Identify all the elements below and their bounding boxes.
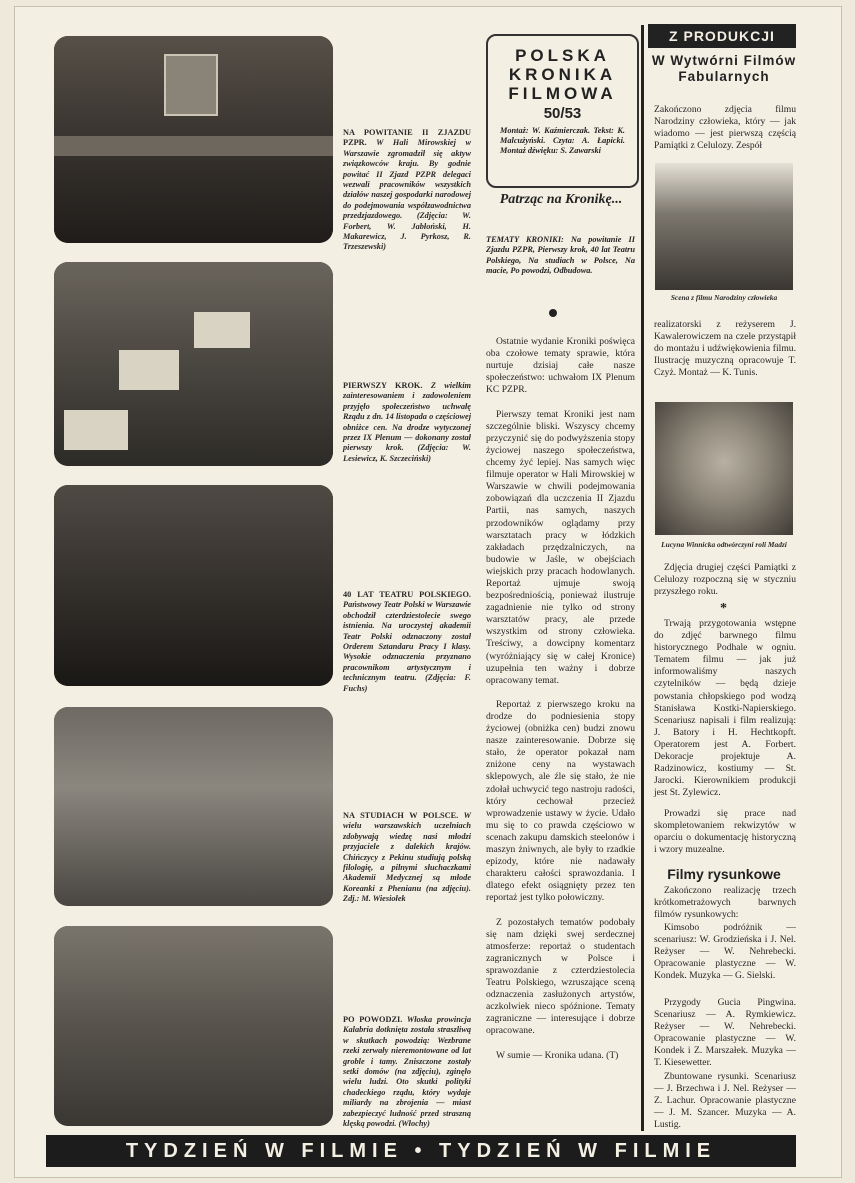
bullet-dot-icon bbox=[549, 309, 557, 317]
footer-banner: TYDZIEŃ W FILMIE • TYDZIEŃ W FILMIE bbox=[46, 1135, 796, 1167]
caption-theatre: 40 LAT TEATRU POLSKIEGO. Państwowy Teatr Polski w Warszawie obchodził czterdziestolecie swego istnienia. Na uroczystej akademii Teatr Polski odznaczony został Orderem Sztandaru Pracy I klasy. Wysokie odznaczenia przyznano pracownikom artystycznym i technicznym teatru. (Zdjęcia: F. Fuchs) bbox=[343, 590, 471, 693]
photo-flood-ruins bbox=[54, 926, 333, 1126]
right-p3: Zdjęcia drugiej części Pamiątki z Celulozy rozpoczną się w styczniu przyszłego roku. bbox=[654, 562, 796, 598]
kronika-title-box bbox=[486, 34, 639, 188]
article-p2: Pierwszy temat Kroniki jest nam szczególnie bliski. Wszyscy chcemy przyczynić się do podwyższenia stopy życiowej naszego społeczeństwa, chcemy żyć lepiej. Nas samych więc filmuje operator w Hali Mirowskiej w Warszawie w chwili podejmowania zobowiązań dla uczczenia II Zjazdu Partii, nas samych, naszych przodowników oglądamy przy warsztatach pracy w łódzkich zakładach przędzalniczych, na budowie w Jaśle, w obejściach wiejskich przy pracach hodowlanych. Reportaż ujmuje swoją bezpośredniością, ponieważ ilustruje zagadnienie nie tylko od strony warsztatów pracy, ale przede wszystkim od strony człowieka. Treściwy, a dowcipny komentarz (wyróżniający się w całej Kronice) uzupełnia ten ważny i dobrze opracowany temat. bbox=[486, 408, 635, 686]
section-heading: Patrząc na Kronikę... bbox=[499, 192, 623, 207]
right-p7: Kimsobo podróżnik — scenariusz: W. Grodzieńska i J. Nel. Reżyser — W. Nehrebecki. Opracowanie plastyczne — W. Kondek. Muzyka — G. Sielski. bbox=[654, 922, 796, 982]
right-p8: Przygody Gucia Pingwina. Scenariusz — A. Rymkiewicz. Reżyser — W. Nehrebecki. Opracowanie plastyczne — W. Kondek i Z. Marszałek. Muzyka — T. Kiesewetter. bbox=[654, 997, 796, 1069]
photo-students bbox=[54, 707, 333, 906]
right-p5: Prowadzi się prace nad skompletowaniem rekwizytów w oparciu o dokumentację historyczną i wzory muzealne. bbox=[654, 808, 796, 856]
article-p4: Z pozostałych tematów podobały się nam dzięki swej serdecznej atmosferze: reportaż o studentach zagranicznych w Polsce i sprawozdanie z czterdziestolecia Teatru Polskiego, wzruszające sceną odznaczenia zasłużonych artystów, aczkolwiek nieco spóźnione. Tematy zagraniczne — interesujące i dobrze opracowane. bbox=[486, 916, 635, 1037]
article-p5: W sumie — Kronika udana. (T) bbox=[496, 1049, 619, 1061]
right-p6: Zakończono realizację trzech krótkometrażowych barwnych filmów rysunkowych: bbox=[654, 885, 796, 921]
photo-film-scene bbox=[655, 163, 793, 290]
column-divider bbox=[641, 25, 644, 1131]
right-p2: realizatorski z reżyserem J. Kawalerowiczem na czele przystąpił do montażu i udźwiękowienia filmu. Ilustrację muzyczną opracowuje T. Czyż. Montaż — K. Tunis. bbox=[654, 319, 796, 379]
kronika-title: POLSKA KRONIKA FILMOWA bbox=[508, 46, 617, 103]
caption-congress: NA POWITANIE II ZJAZDU PZPR. W Hali Mirowskiej w Warszawie zgromadził się aktyw związkowców kraju. By godnie powitać II Zjazd PZPR delegaci wezwali pracowników wszystkich działów naszej gospodarki narodowej do podejmowania współzawodnictwa przedzjazdowego. (Zdjęcia: W. Forbert, W. Jabłoński, H. Makarewicz, J. Pyrkosz, R. Trzeszewski) bbox=[343, 128, 471, 252]
caption-flood: PO POWODZI. Włoska prowincja Kalabria dotknięta została straszliwą w skutkach powodzią: Wezbrane rzeki zerwały nieremontowane od lat groble i tamy. Zniszczone zostały setki domów (na zdjęciu), zginęło wielu ludzi. Oto skutki polityki chadeckiego rządu, który wydaje miliardy na zbrojenia — miast zabezpieczyć ludność przed straszną klęską powodzi. (Włochy) bbox=[343, 1015, 471, 1129]
section-header-production: Z PRODUKCJI bbox=[648, 24, 796, 48]
right-p9: Zbuntowane rysunki. Scenariusz — J. Brzechwa i J. Nel. Reżyser — Z. Lachur. Opracowanie plastyczne — J. M. Szancer. Muzyka — A. Lustig. bbox=[654, 1071, 796, 1131]
kronika-credits: Montaż: W. Kaźmierczak. Tekst: K. Malcużyński. Czyta: A. Łapicki. Montaż dźwięku: S. Zawarski bbox=[500, 126, 625, 155]
right-p4: Trwają przygotowania wstępne do zdjęć barwnego filmu historycznego Podhale w ogniu. Tematem filmu — jak już informowaliśmy naszych czytelników — będą dzieje powstania chłopskiego pod wodzą Stanisława Kostki-Napierskiego. Scenariusz napisali i film realizują: J. Batory i H. Hechtkopft. Operatorem jest A. Forbert. Dekoracje projektuje A. Radzinowicz, kostiumy — St. Jarocki. Kierownikiem produkcji jest St. Zylewicz. bbox=[654, 618, 796, 799]
caption-first-step: PIERWSZY KROK. Z wielkim zainteresowaniem i zadowoleniem przyjęło społeczeństwo uchwałę Rządu z dn. 14 listopada o częściowej obniżce cen. Na drodze wytyczonej przez IX Plenum — dokonany został pierwszy krok. (Zdjęcia: W. Lesiewicz, K. Szczeciński) bbox=[343, 381, 471, 463]
caption-students: NA STUDIACH W POLSCE. W wielu warszawskich uczelniach zdobywają wiedzę nasi młodzi przyjaciele z dalekich krajów. Chińczycy z Pekinu studiują polską filologię, a pilnymi słuchaczkami Akademii Medycznej są młode Koreanki z Phenianu (na zdjęciu). Zdj.: M. Wiesiołek bbox=[343, 811, 471, 904]
article-p1: Ostatnie wydanie Kroniki poświęca oba czołowe tematy sprawie, która nurtuje dzisiaj całe nasze społeczeństwo: uchwałom IX Plenum KC PZPR. bbox=[486, 336, 635, 396]
kronika-number: 50/53 bbox=[543, 105, 582, 122]
right-p1: Zakończono zdjęcia filmu Narodziny człowieka, który — jak wiadomo — jest pierwszą częścią Pamiątki z Celulozy. Zespół bbox=[654, 104, 796, 152]
article-p3: Reportaż z pierwszego kroku na drodze do podniesienia stopy życiowej (obniżka cen) budzi znowu nasze zainteresowanie. Dobrze się stało, że operator pokazał nam zniżone ceny na wystawach sklepowych, ale źle się stało, że nie zdołał uchwycić tego nastroju radości, który cechował przecież wprowadzenie ustawy w życie. Udało mu się to co prawda częściowo w scenach zakupu damskich steelonów i maszyn żniwnych, ale były to rzadkie epizody, które nie nadawały charakteru całości sprawozdania. I dlatego efekt osiągnięty przez ten reportaż jest tylko połowiczny. bbox=[486, 698, 635, 904]
photo-price-tags bbox=[54, 262, 333, 466]
photo-congress-hall bbox=[54, 36, 333, 243]
wff-title: W Wytwórni Filmów Fabularnych bbox=[651, 53, 797, 84]
kronika-topics: TEMATY KRONIKI: Na powitanie II Zjazdu PZPR, Pierwszy krok, 40 lat Teatru Polskiego, Na studiach w Polsce, Na macie, Po powodzi, Odbudowa. bbox=[486, 235, 635, 276]
photo-theatre-ceremony bbox=[54, 485, 333, 686]
photo-actress bbox=[655, 402, 793, 535]
cartoon-films-title: Filmy rysunkowe bbox=[667, 866, 781, 882]
photo-actress-caption: Lucyna Winnicka odtwórczyni roli Madzi bbox=[661, 540, 787, 549]
photo-film-scene-caption: Scena z filmu Narodziny człowieka bbox=[670, 293, 778, 302]
asterisk-divider-icon: * bbox=[720, 601, 727, 616]
article-text bbox=[486, 324, 635, 1124]
